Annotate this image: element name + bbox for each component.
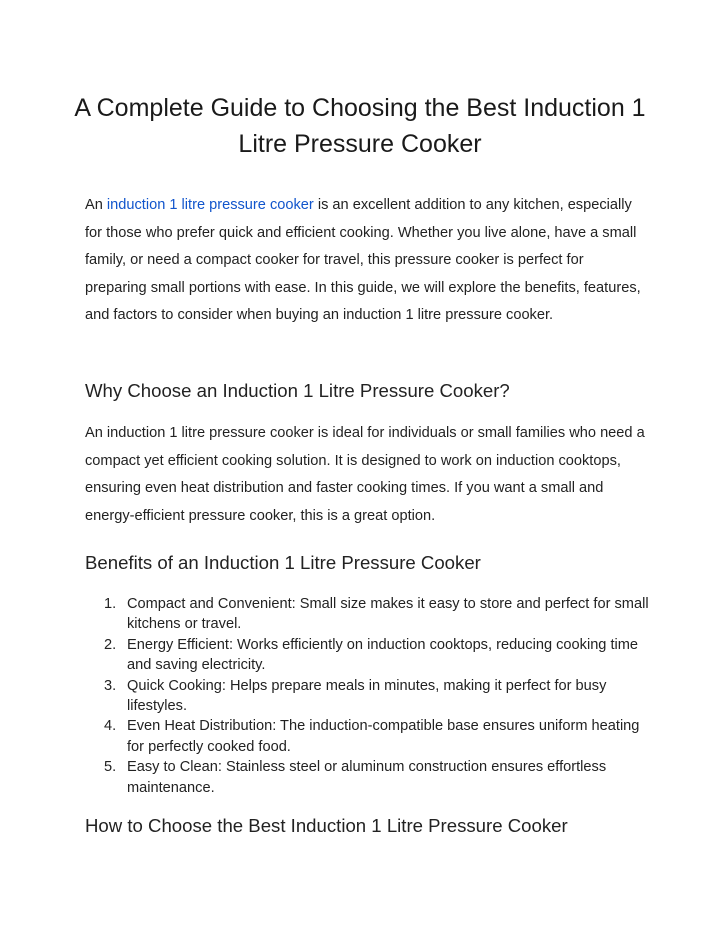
list-item bbox=[104, 594, 654, 635]
benefits-list bbox=[104, 594, 654, 798]
list-item bbox=[104, 757, 654, 798]
list-item bbox=[104, 635, 654, 676]
list-item bbox=[104, 676, 654, 717]
list-item-text: Easy to Clean: Stainless steel or aluminum construction ensures effortless maintenance. bbox=[127, 759, 607, 796]
why-paragraph: An induction 1 litre pressure cooker is ideal for individuals or small families who need a compact yet efficient cooking solution. It is designed to work on induction cooktops, ensuring even heat distribution and faster cooking times. If you want a small and energy-efficient pressure cooker, this is a great option. bbox=[85, 425, 645, 524]
why-heading: Why Choose an Induction 1 Litre Pressure Cooker? bbox=[85, 380, 510, 401]
intro-prefix: An bbox=[85, 197, 107, 213]
list-item-text: Energy Efficient: Works efficiently on induction cooktops, reducing cooking time and saving electricity. bbox=[127, 636, 639, 674]
list-item-text: Even Heat Distribution: The induction-compatible base ensures uniform heating for perfectly cooked food. bbox=[127, 718, 640, 755]
intro-paragraph bbox=[85, 192, 645, 330]
list-item-number: 3. bbox=[104, 677, 117, 694]
list-item-text: Compact and Convenient: Small size makes it easy to store and perfect for small kitchens or travel. bbox=[127, 596, 649, 633]
product-link[interactable]: induction 1 litre pressure cooker bbox=[106, 197, 314, 213]
intro-suffix: is an excellent addition to any kitchen, especially for those who prefer quick and efficient cooking. Whether you live alone, have a small family, or need a compact cooker for travel, this pressure cooker is perfect for preparing small portions with ease. In this guide, we will explore the benefits, features, and factors to consider when buying an induction 1 litre pressure cooker. bbox=[85, 197, 641, 324]
list-item-number: 1. bbox=[104, 596, 117, 612]
how-heading: How to Choose the Best Induction 1 Litre Pressure Cooker bbox=[85, 815, 568, 836]
list-item-number: 4. bbox=[104, 718, 117, 735]
page-title: A Complete Guide to Choosing the Best Induction 1 Litre Pressure Cooker bbox=[74, 94, 646, 158]
list-item-text: Quick Cooking: Helps prepare meals in minutes, making it perfect for busy lifestyles. bbox=[127, 677, 607, 715]
benefits-heading: Benefits of an Induction 1 Litre Pressure Cooker bbox=[85, 552, 481, 573]
list-item bbox=[104, 716, 654, 757]
list-item-number: 2. bbox=[104, 636, 117, 653]
list-item-number: 5. bbox=[104, 759, 117, 776]
